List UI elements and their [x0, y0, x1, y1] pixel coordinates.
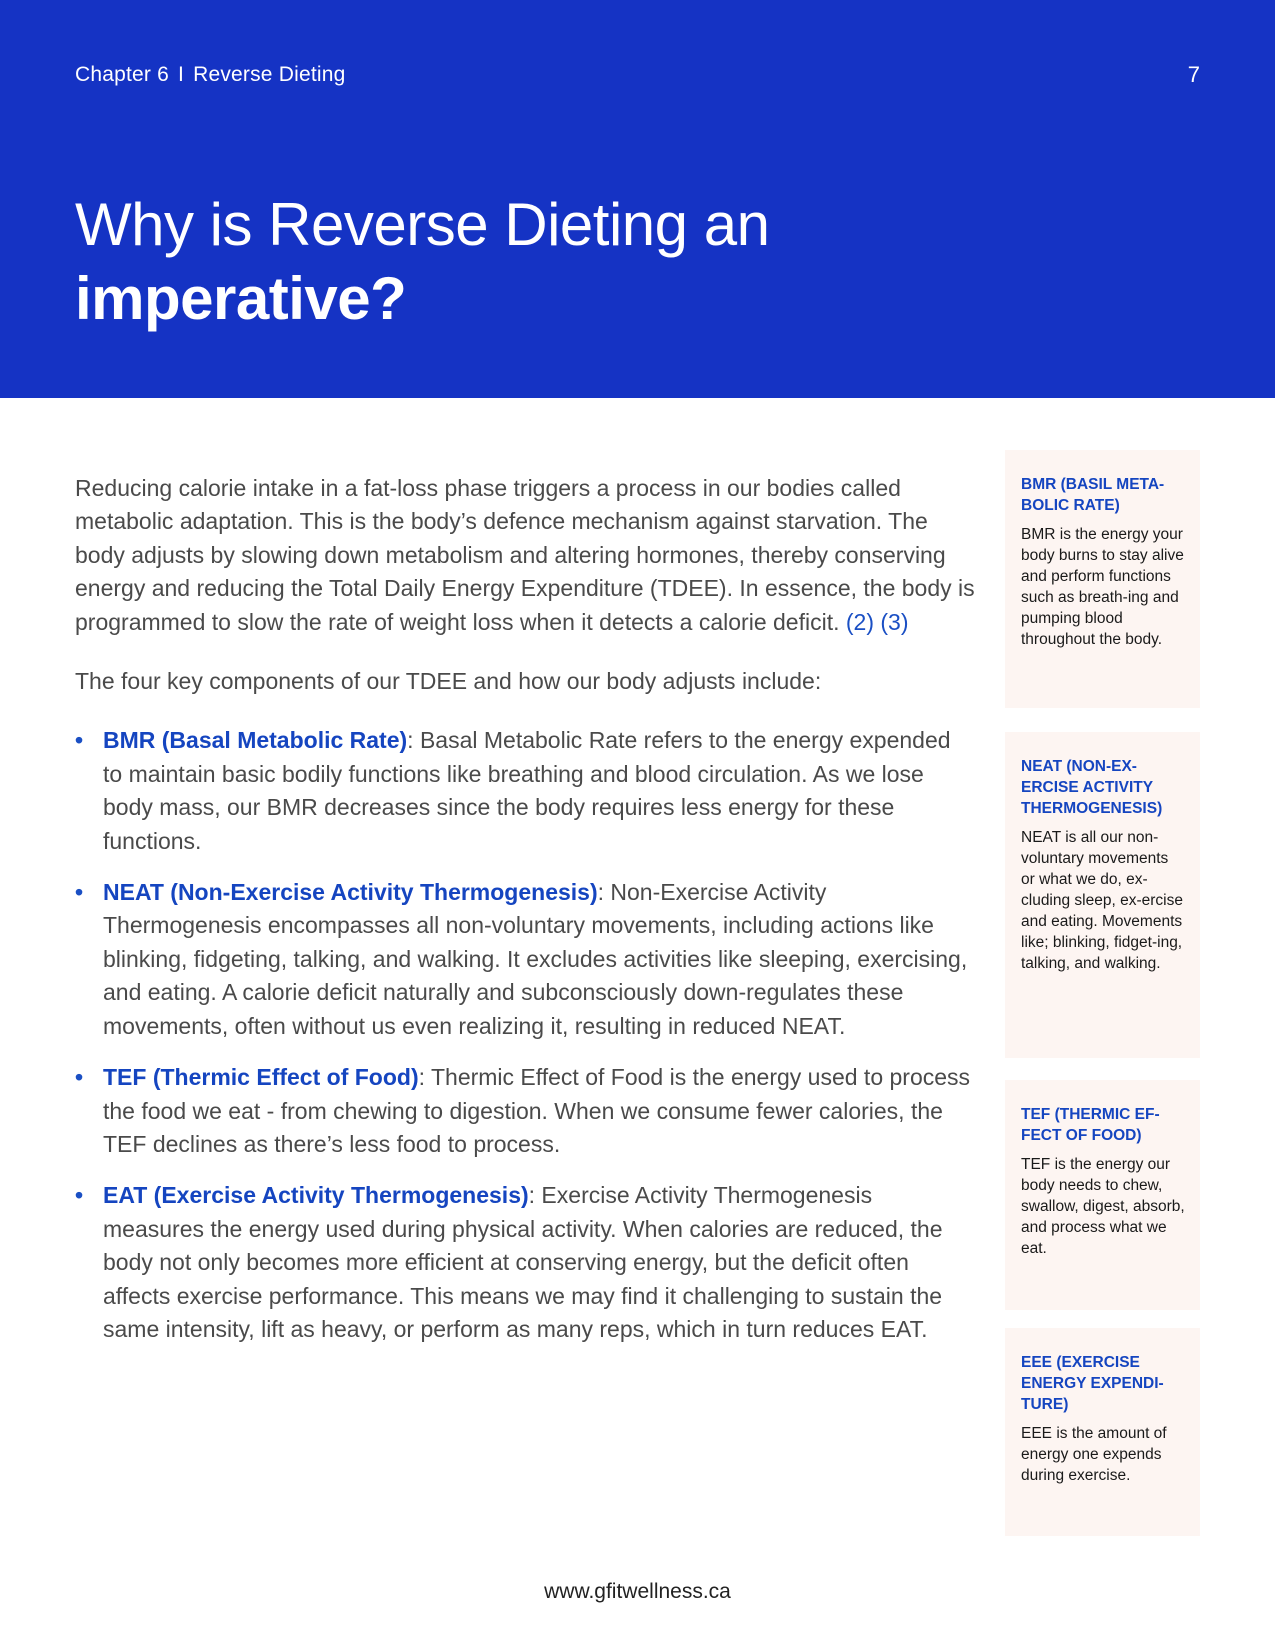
- intro-paragraph: [75, 472, 975, 639]
- list-item-tef: [75, 1061, 975, 1161]
- card-title: TEF (THERMIC EF-FECT OF FOOD): [1021, 1106, 1160, 1144]
- card-title: NEAT (NON-EX-ERCISE ACTIVITY THERMOGENESIS): [1021, 758, 1163, 817]
- page-title-bold: imperative?: [75, 265, 407, 332]
- footer-url[interactable]: www.gfitwellness.ca: [544, 1580, 731, 1603]
- intro-text: Reducing calorie intake in a fat-loss phase triggers a process in our bodies called metabolic adaptation. This is the body’s defence mechanism against starvation. The body adjusts by slowing down metabolism and altering hormones, thereby conserving energy and reducing the Total Daily Energy Expenditure (TDEE). In essence, the body is programmed to slow the rate of weight loss when it detects a calorie deficit.: [75, 475, 975, 635]
- card-title: EEE (EXERCISE ENERGY EXPENDI-TURE): [1021, 1354, 1164, 1413]
- sidebar-card-bmr: [1005, 450, 1200, 708]
- page-header: [0, 0, 1275, 398]
- bullet: •: [75, 1064, 84, 1091]
- term-bmr: BMR (Basal Metabolic Rate): [103, 727, 408, 754]
- main-content: [75, 472, 975, 1364]
- card-title: BMR (BASIL META-BOLIC RATE): [1021, 476, 1165, 514]
- chapter-number: Chapter 6: [75, 63, 170, 86]
- sidebar-card-eee: [1005, 1328, 1200, 1536]
- sidebar-card-tef: [1005, 1080, 1200, 1310]
- bullet: •: [75, 879, 84, 906]
- list-item-bmr: [75, 724, 975, 858]
- reference-link-2[interactable]: (2): [845, 608, 874, 635]
- lead-paragraph: The four key components of our TDEE and how our body adjusts include:: [75, 668, 822, 695]
- list-item-eat: [75, 1179, 975, 1346]
- chapter-separator: I: [178, 63, 185, 86]
- term-tef: TEF (Thermic Effect of Food): [103, 1064, 419, 1091]
- bullet: •: [75, 1182, 84, 1209]
- term-neat: NEAT (Non-Exercise Activity Thermogenesis): [103, 879, 598, 906]
- card-body: NEAT is all our non-voluntary movements or what we do, ex-cluding sleep, ex-ercise and eating. Movements like; blinking, fidget-ing, talking, and walking.: [1021, 829, 1183, 972]
- page-number: 7: [1187, 62, 1200, 87]
- card-body: BMR is the energy your body burns to stay alive and perform functions such as breath-ing and pumping blood throughout the body.: [1021, 526, 1184, 648]
- item-text: : Basal Metabolic Rate refers to the energy expended to maintain basic bodily functions like breathing and blood circulation. As we lose body mass, our BMR decreases since the body requires less energy for these functions.: [103, 727, 951, 854]
- card-body: TEF is the energy our body needs to chew, swallow, digest, absorb, and process what we eat.: [1021, 1156, 1185, 1257]
- components-list: [75, 724, 975, 1346]
- chapter-label: [75, 63, 345, 87]
- bullet: •: [75, 727, 84, 754]
- item-text: : Thermic Effect of Food is the energy used to process the food we eat - from chewing to digestion. When we consume fewer calories, the TEF declines as there’s less food to process.: [103, 1064, 971, 1157]
- item-text: : Non-Exercise Activity Thermogenesis encompasses all non-voluntary movements, including actions like blinking, fidgeting, talking, and walking. It excludes activities like sleeping, exercising, and eating. A calorie deficit naturally and subconsciously down-regulates these movements, often without us even realizing it, resulting in reduced NEAT.: [103, 879, 968, 1039]
- item-text: : Exercise Activity Thermogenesis measures the energy used during physical activity. When calories are reduced, the body not only becomes more efficient at conserving energy, but the deficit often affects exercise performance. This means we may find it challenging to sustain the same intensity, lift as heavy, or perform as many reps, which in turn reduces EAT.: [103, 1182, 943, 1342]
- reference-link-3[interactable]: (3): [880, 608, 909, 635]
- page-title: [75, 188, 769, 336]
- page-title-regular: Why is Reverse Dieting an: [75, 191, 770, 258]
- list-item-neat: [75, 876, 975, 1043]
- chapter-title: Reverse Dieting: [193, 63, 346, 86]
- term-eat: EAT (Exercise Activity Thermogenesis): [103, 1182, 529, 1209]
- sidebar-card-neat: [1005, 732, 1200, 1058]
- card-body: EEE is the amount of energy one expends during exercise.: [1021, 1425, 1167, 1484]
